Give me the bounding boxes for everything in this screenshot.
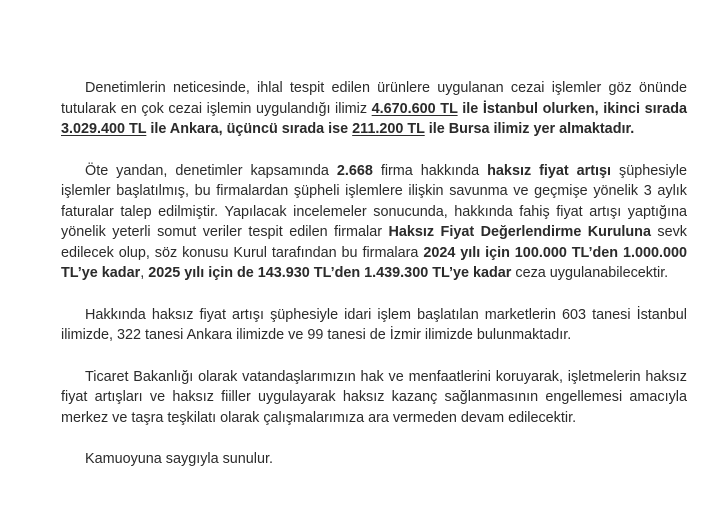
p1-segment-5: 211.200 TL — [352, 121, 425, 137]
paragraph-unfair-price-investigations — [61, 161, 687, 284]
paragraph-market-counts — [61, 305, 687, 346]
p2-segment-8: , — [140, 265, 149, 281]
p1-segment-0: Denetimlerin neticesinde, ihlal tespit edilen ürünlere uygulanan cezai işlemler göz önünde tutularak en çok cezai işlemin uygulandığı ilimiz — [61, 80, 687, 117]
p1-segment-6: ile Bursa ilimiz yer almaktadır. — [424, 121, 635, 137]
paragraph-ministry-statement — [61, 367, 687, 429]
p1-segment-3: 3.029.400 TL — [61, 121, 147, 137]
p1-segment-1: 4.670.600 TL — [371, 100, 458, 117]
p1-segment-4: ile Ankara, üçüncü sırada ise — [146, 121, 353, 137]
p2-segment-2: firma hakkında — [372, 162, 488, 179]
p2-segment-7: 2024 yılı için 100.000 TL’den 1.000.000 TL’ye kadar — [61, 244, 687, 281]
p2-segment-1: 2.668 — [336, 162, 373, 179]
p2-segment-3: haksız fiyat artışı — [487, 162, 612, 179]
p2-segment-10: ceza uygulanabilecektir. — [511, 265, 669, 281]
p2-segment-5: Haksız Fiyat Değerlendirme Kuruluna — [388, 224, 651, 240]
paragraph-penalty-by-city — [61, 78, 687, 140]
p2-segment-9: 2025 yılı için de 143.930 TL’den 1.439.300 TL’ye kadar — [148, 265, 512, 281]
p4-segment-0: Ticaret Bakanlığı olarak vatandaşlarımızın hak ve menfaatlerini koruyarak, işletmelerin haksız fiyat artışları ve haksız fiiller uygulayarak haksız kazanç sağlanmasının engellemesi amacıyla merkez ve taşra teşkilatı olarak çalışmalarımıza ara vermeden devam edilecektir. — [61, 368, 687, 426]
p2-segment-0: Öte yandan, denetimler kapsamında — [85, 162, 337, 179]
document-body — [61, 78, 687, 470]
p5-segment-0: Kamuoyuna saygıyla sunulur. — [85, 451, 273, 467]
p2-segment-6: sevk edilecek olup, söz konusu Kurul tarafından bu firmalara — [61, 224, 687, 261]
p2-segment-4: şüphesiyle işlemler başlatılmış, bu firmalardan şüpheli işlemlere ilişkin savunma ve geçmişe yönelik 3 aylık faturalar talep edilmiştir. Yapılacak incelemeler sonucunda, hakkında fahiş fiyat artışı yaptığına yönelik yeterli somut veriler tespit edilen firmalar — [61, 162, 688, 240]
p1-segment-2: ile İstanbul olurken, ikinci sırada — [457, 100, 688, 117]
p3-segment-0: Hakkında haksız fiyat artışı şüphesiyle idari işlem başlatılan marketlerin 603 tanesi İstanbul ilimizde, 322 tanesi Ankara ilimizde ve 99 tanesi de İzmir ilimizde bulunmaktadır. — [61, 306, 687, 343]
paragraph-closing — [61, 449, 687, 470]
